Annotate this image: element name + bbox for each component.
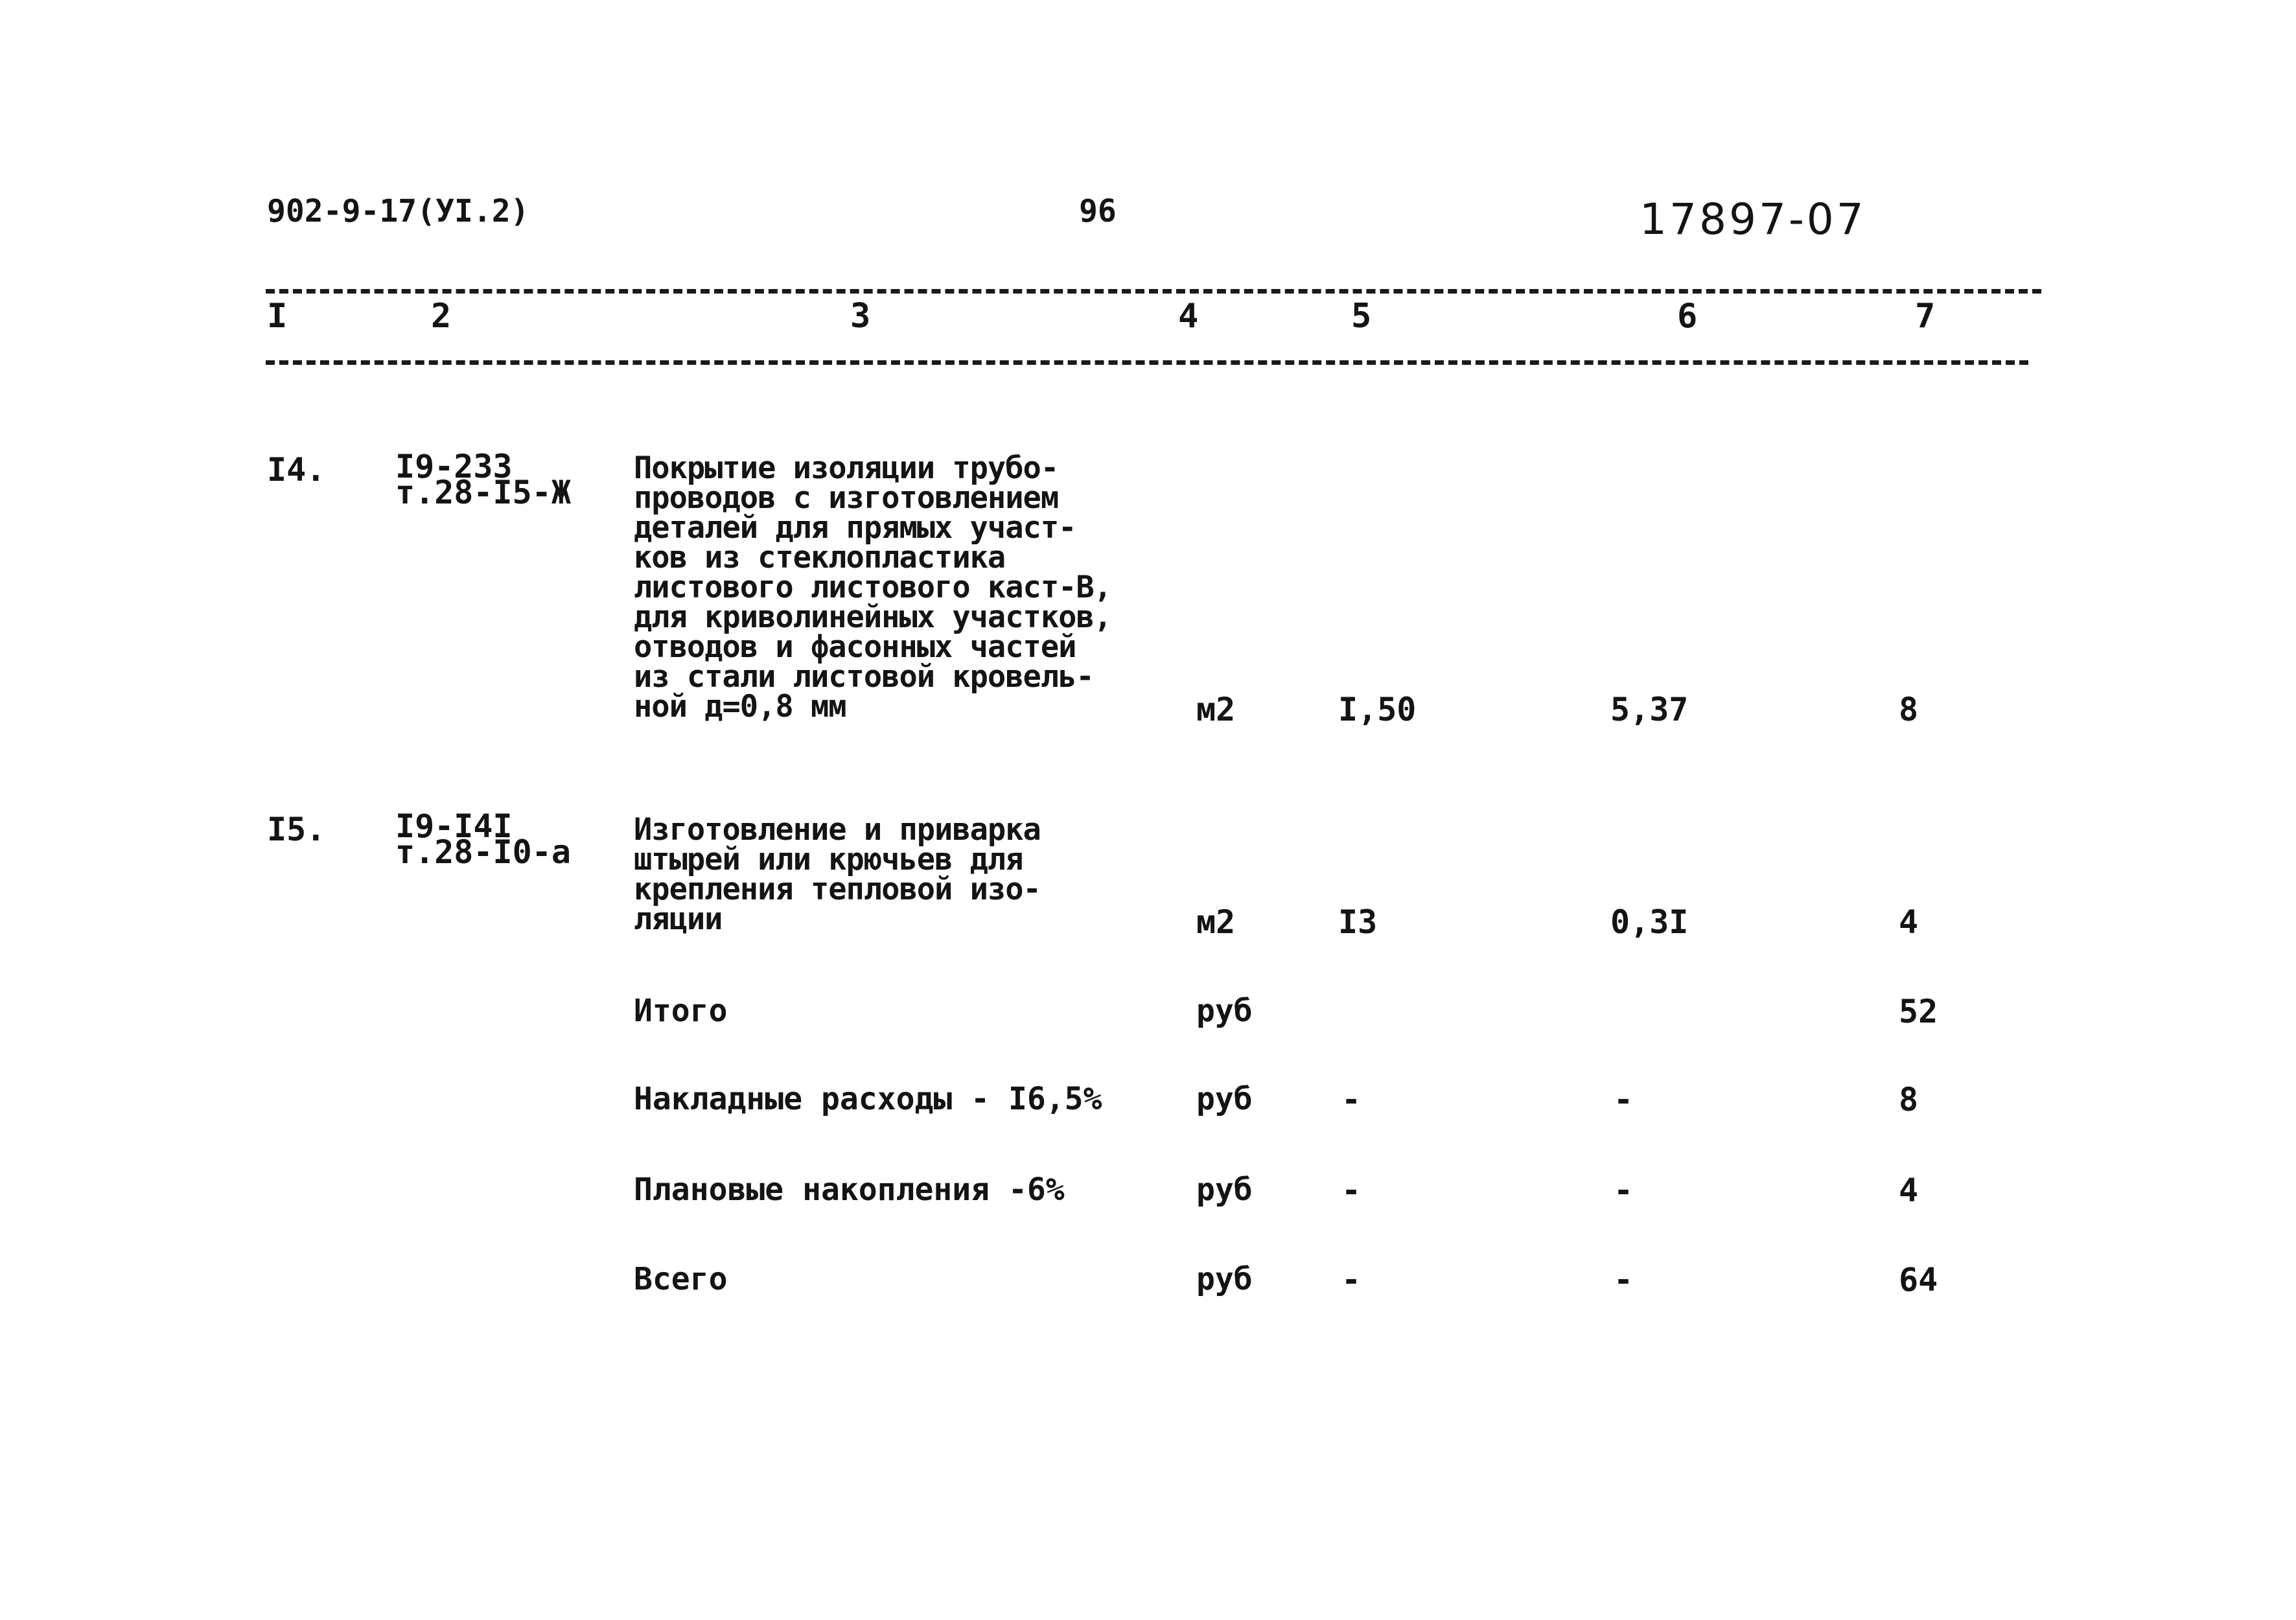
summary-label: Итого — [634, 993, 728, 1029]
unit-price: 5,37 — [1610, 691, 1689, 728]
unit-price: 0,3I — [1610, 903, 1689, 941]
table-top-rule — [266, 289, 2041, 294]
total-cost: 8 — [1899, 691, 1919, 728]
row-number: I5. — [267, 811, 326, 848]
summary-unit: руб — [1196, 1081, 1253, 1117]
summary-qty: - — [1341, 1081, 1362, 1118]
summary-unit: руб — [1196, 993, 1253, 1029]
norm-reference: I9-233 т.28-I5-Ж — [395, 448, 571, 511]
document-code: 902-9-17(УI.2) — [267, 193, 529, 229]
summary-total: 4 — [1899, 1172, 1919, 1209]
row-number: I4. — [267, 451, 326, 489]
column-number-7: 7 — [1915, 297, 1936, 336]
column-number-3: 3 — [850, 297, 871, 336]
column-number-4: 4 — [1178, 297, 1199, 336]
handwritten-number: 17897-07 — [1640, 194, 1866, 244]
summary-qty: - — [1341, 1261, 1362, 1299]
summary-price: - — [1614, 1172, 1634, 1209]
column-number-6: 6 — [1677, 297, 1698, 336]
total-cost: 4 — [1899, 903, 1919, 941]
column-number-1: I — [267, 297, 288, 336]
summary-unit: руб — [1196, 1261, 1253, 1297]
summary-qty: - — [1341, 1172, 1362, 1209]
summary-price: - — [1614, 1261, 1634, 1299]
work-description: Покрытие изоляции трубо- проводов с изготовлением деталей для прямых участ- ков из стеклопластика листового листового каст-В, для криволинейных участков, отводов и фасонных частей из стали листовой кровель- ной д=0,8 мм — [634, 450, 1112, 724]
norm-reference: I9-I4I т.28-I0-а — [395, 807, 571, 871]
table-header-bottom-rule — [266, 360, 2028, 365]
summary-label: Накладные расходы - I6,5% — [634, 1081, 1102, 1117]
page-number: 96 — [1079, 193, 1117, 229]
summary-unit: руб — [1196, 1172, 1253, 1208]
summary-price: - — [1614, 1081, 1634, 1118]
unit: м2 — [1196, 691, 1236, 728]
work-description: Изготовление и приварка штырей или крючьев для крепления тепловой изо- ляции — [634, 812, 1041, 937]
summary-total: 52 — [1899, 993, 1938, 1030]
summary-label: Плановые накопления -6% — [634, 1172, 1065, 1208]
unit: м2 — [1196, 903, 1236, 941]
summary-total: 8 — [1899, 1081, 1919, 1118]
summary-label: Всего — [634, 1261, 728, 1297]
summary-total: 64 — [1899, 1261, 1938, 1299]
column-number-2: 2 — [431, 297, 452, 336]
quantity: I3 — [1338, 903, 1378, 941]
column-number-5: 5 — [1351, 297, 1372, 336]
quantity: I,50 — [1338, 691, 1417, 728]
